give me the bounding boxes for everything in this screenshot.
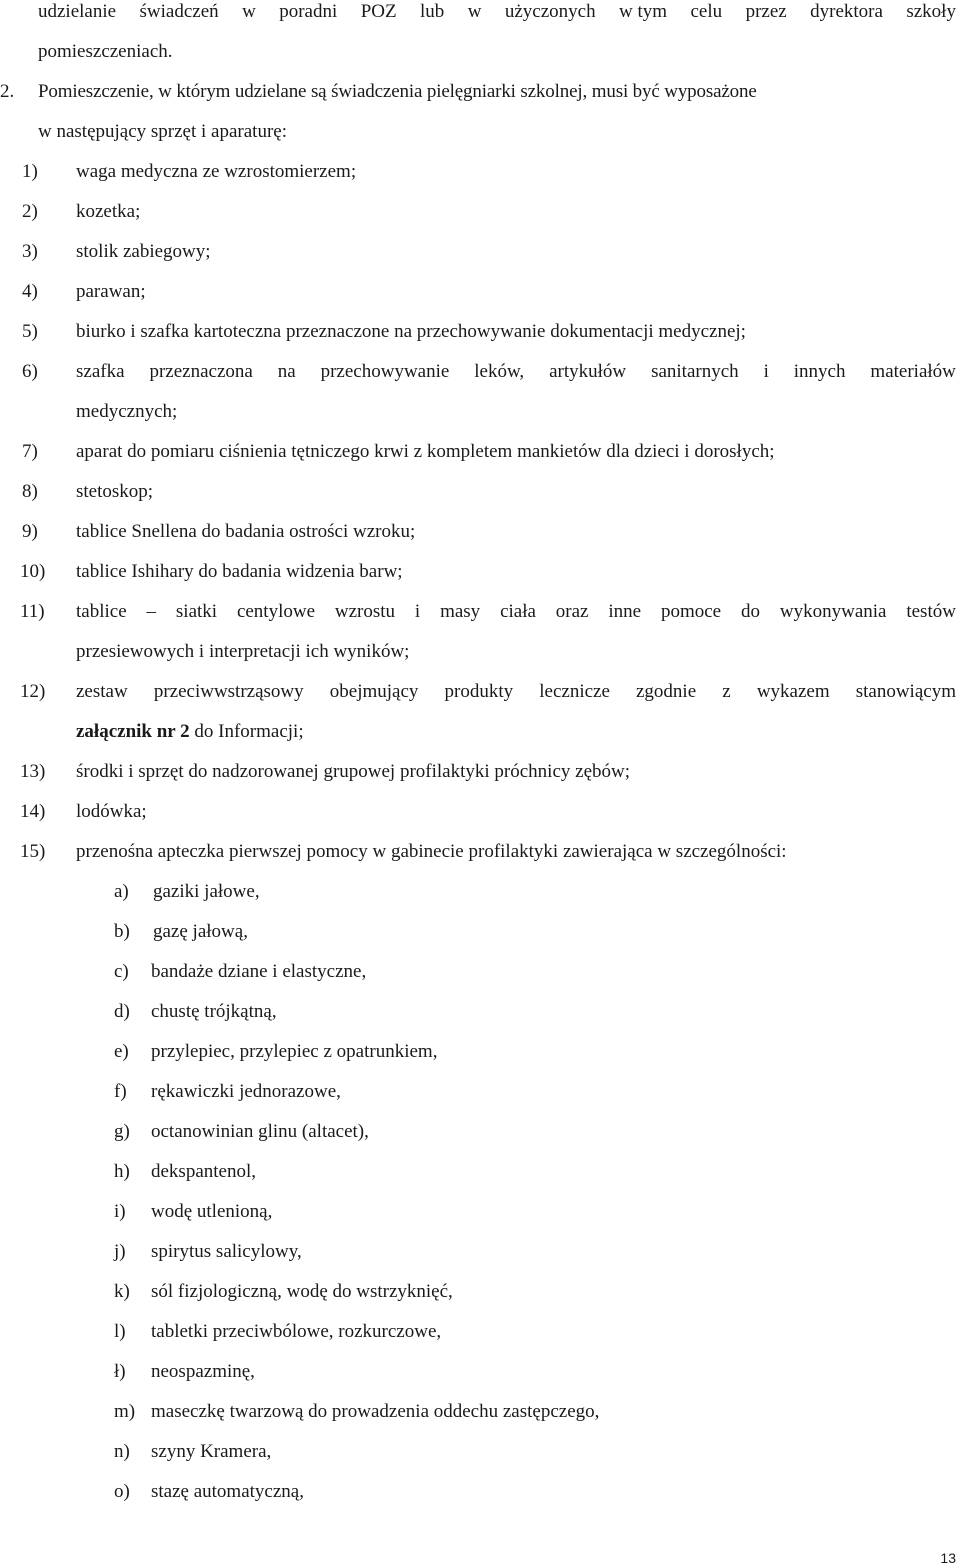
word: przeciwwstrząsowy	[153, 681, 304, 702]
item-number: 3)	[22, 241, 38, 262]
word: stanowiącym	[855, 681, 956, 702]
word: masy	[440, 601, 481, 622]
word: udzielanie	[38, 1, 117, 22]
item-number: 2)	[22, 201, 38, 222]
item-text-line-1	[76, 352, 956, 392]
item-text: kozetka;	[76, 201, 141, 222]
section-2-line-2: w następujący sprzęt i aparaturę:	[38, 121, 287, 142]
subitem-label: a)	[114, 881, 129, 902]
item-number: 7)	[22, 441, 38, 462]
attachment-reference: załącznik nr 2	[76, 721, 190, 742]
subitem-text: tabletki przeciwbólowe, rozkurczowe,	[151, 1321, 442, 1342]
item-text: parawan;	[76, 281, 146, 302]
word: wykazem	[756, 681, 830, 702]
item-text: stetoskop;	[76, 481, 154, 502]
subitem-label: f)	[114, 1081, 127, 1102]
word: w	[467, 1, 482, 22]
subitem-label: ł)	[114, 1361, 126, 1382]
word: zestaw	[76, 681, 128, 702]
word: ciała	[500, 601, 536, 622]
item-text: lodówka;	[76, 801, 147, 822]
attachment-reference-rest: do Informacji;	[189, 721, 304, 742]
subitem-text: gaziki jałowe,	[153, 881, 260, 902]
word: przechowywanie	[320, 361, 450, 382]
subitem-label: d)	[114, 1001, 130, 1022]
word: przez	[745, 1, 787, 22]
item-number: 10)	[20, 561, 46, 582]
word: materiałów	[870, 361, 956, 382]
item-number: 11)	[20, 601, 45, 622]
subitem-label: j)	[114, 1241, 126, 1262]
word: pomoce	[660, 601, 722, 622]
subitem-text: rękawiczki jednorazowe,	[151, 1081, 341, 1102]
word: w	[242, 1, 256, 22]
word: szkoły	[906, 1, 956, 22]
word: inne	[608, 601, 642, 622]
item-text-line-2	[76, 712, 304, 752]
word: lub	[420, 1, 445, 22]
word: poradni	[279, 1, 338, 22]
word: siatki	[175, 601, 218, 622]
word: sanitarnych	[651, 361, 739, 382]
word: z	[722, 681, 731, 702]
subitem-label: h)	[114, 1161, 130, 1182]
item-text: środki i sprzęt do nadzorowanej grupowej profilaktyki próchnicy zębów;	[76, 761, 631, 782]
subitem-label: k)	[114, 1281, 130, 1302]
item-text: stolik zabiegowy;	[76, 241, 211, 262]
subitem-label: o)	[114, 1481, 130, 1502]
subitem-label: l)	[114, 1321, 126, 1342]
continuation-line-1	[38, 0, 956, 32]
item-text-line-1	[76, 672, 956, 712]
item-text: przenośna apteczka pierwszej pomocy w gabinecie profilaktyki zawierająca w szczególności:	[76, 841, 787, 862]
subitem-text: maseczkę twarzową do prowadzenia oddechu zastępczego,	[151, 1401, 600, 1422]
item-text-line-2: przesiewowych i interpretacji ich wyników;	[76, 641, 410, 662]
subitem-text: wodę utlenioną,	[151, 1201, 273, 1222]
subitem-label: b)	[114, 921, 130, 942]
word: tablice	[76, 601, 127, 622]
item-number: 14)	[20, 801, 46, 822]
word: zgodnie	[636, 681, 697, 702]
item-number: 6)	[22, 361, 38, 382]
section-number: 2.	[0, 81, 15, 102]
word: szafka	[76, 361, 125, 382]
subitem-text: chustę trójkątną,	[151, 1001, 277, 1022]
word: –	[146, 601, 157, 622]
page-number: 13	[940, 1550, 956, 1566]
item-number: 13)	[20, 761, 46, 782]
word: na	[277, 361, 296, 382]
word: innych	[793, 361, 846, 382]
word: celu	[690, 1, 723, 22]
item-number: 12)	[20, 681, 46, 702]
item-number: 15)	[20, 841, 46, 862]
item-number: 8)	[22, 481, 38, 502]
word: wykonywania	[779, 601, 887, 622]
word: produkty	[444, 681, 514, 702]
item-text: tablice Snellena do badania ostrości wzroku;	[76, 521, 416, 542]
word: centylowe	[236, 601, 316, 622]
word: POZ	[360, 1, 397, 22]
subitem-label: n)	[114, 1441, 130, 1462]
subitem-label: c)	[114, 961, 129, 982]
item-text: biurko i szafka kartoteczna przeznaczone na przechowywanie dokumentacji medycznej;	[76, 321, 746, 342]
subitem-label: g)	[114, 1121, 130, 1142]
continuation-line-2: pomieszczeniach.	[38, 41, 173, 62]
item-text-line-1	[76, 592, 956, 632]
word: użyczonych	[504, 1, 596, 22]
word: oraz	[555, 601, 589, 622]
subitem-label: e)	[114, 1041, 129, 1062]
word: i	[414, 601, 421, 622]
subitem-label: m)	[114, 1401, 136, 1422]
word: testów	[906, 601, 956, 622]
subitem-text: stazę automatyczną,	[151, 1481, 304, 1502]
item-text: tablice Ishihary do badania widzenia barw;	[76, 561, 403, 582]
subitem-text: octanowinian glinu (altacet),	[151, 1121, 369, 1142]
section-2-line-1: Pomieszczenie, w którym udzielane są świadczenia pielęgniarki szkolnej, musi być wyposażone	[38, 81, 757, 102]
word: dyrektora	[810, 1, 883, 22]
subitem-text: gazę jałową,	[153, 921, 248, 942]
item-number: 5)	[22, 321, 38, 342]
subitem-text: przylepiec, przylepiec z opatrunkiem,	[151, 1041, 438, 1062]
word: wzrostu	[334, 601, 396, 622]
subitem-label: i)	[114, 1201, 126, 1222]
word: i	[763, 361, 769, 382]
subitem-text: dekspantenol,	[151, 1161, 257, 1182]
subitem-text: bandaże dziane i elastyczne,	[151, 961, 367, 982]
word: przeznaczona	[149, 361, 253, 382]
item-text-line-2: medycznych;	[76, 401, 178, 422]
word: do	[741, 601, 760, 622]
subitem-text: neospazminę,	[151, 1361, 255, 1382]
item-text: waga medyczna ze wzrostomierzem;	[76, 161, 357, 182]
item-number: 1)	[22, 161, 38, 182]
word: artykułów	[549, 361, 627, 382]
word: lecznicze	[539, 681, 610, 702]
word: w tym	[619, 1, 668, 22]
word: obejmujący	[329, 681, 419, 702]
subitem-text: szyny Kramera,	[151, 1441, 272, 1462]
item-text: aparat do pomiaru ciśnienia tętniczego krwi z kompletem mankietów dla dzieci i dorosłych;	[76, 441, 775, 462]
word: świadczeń	[139, 1, 219, 22]
item-number: 9)	[22, 521, 38, 542]
subitem-text: spirytus salicylowy,	[151, 1241, 302, 1262]
item-number: 4)	[22, 281, 38, 302]
word: leków,	[474, 361, 525, 382]
subitem-text: sól fizjologiczną, wodę do wstrzyknięć,	[151, 1281, 453, 1302]
